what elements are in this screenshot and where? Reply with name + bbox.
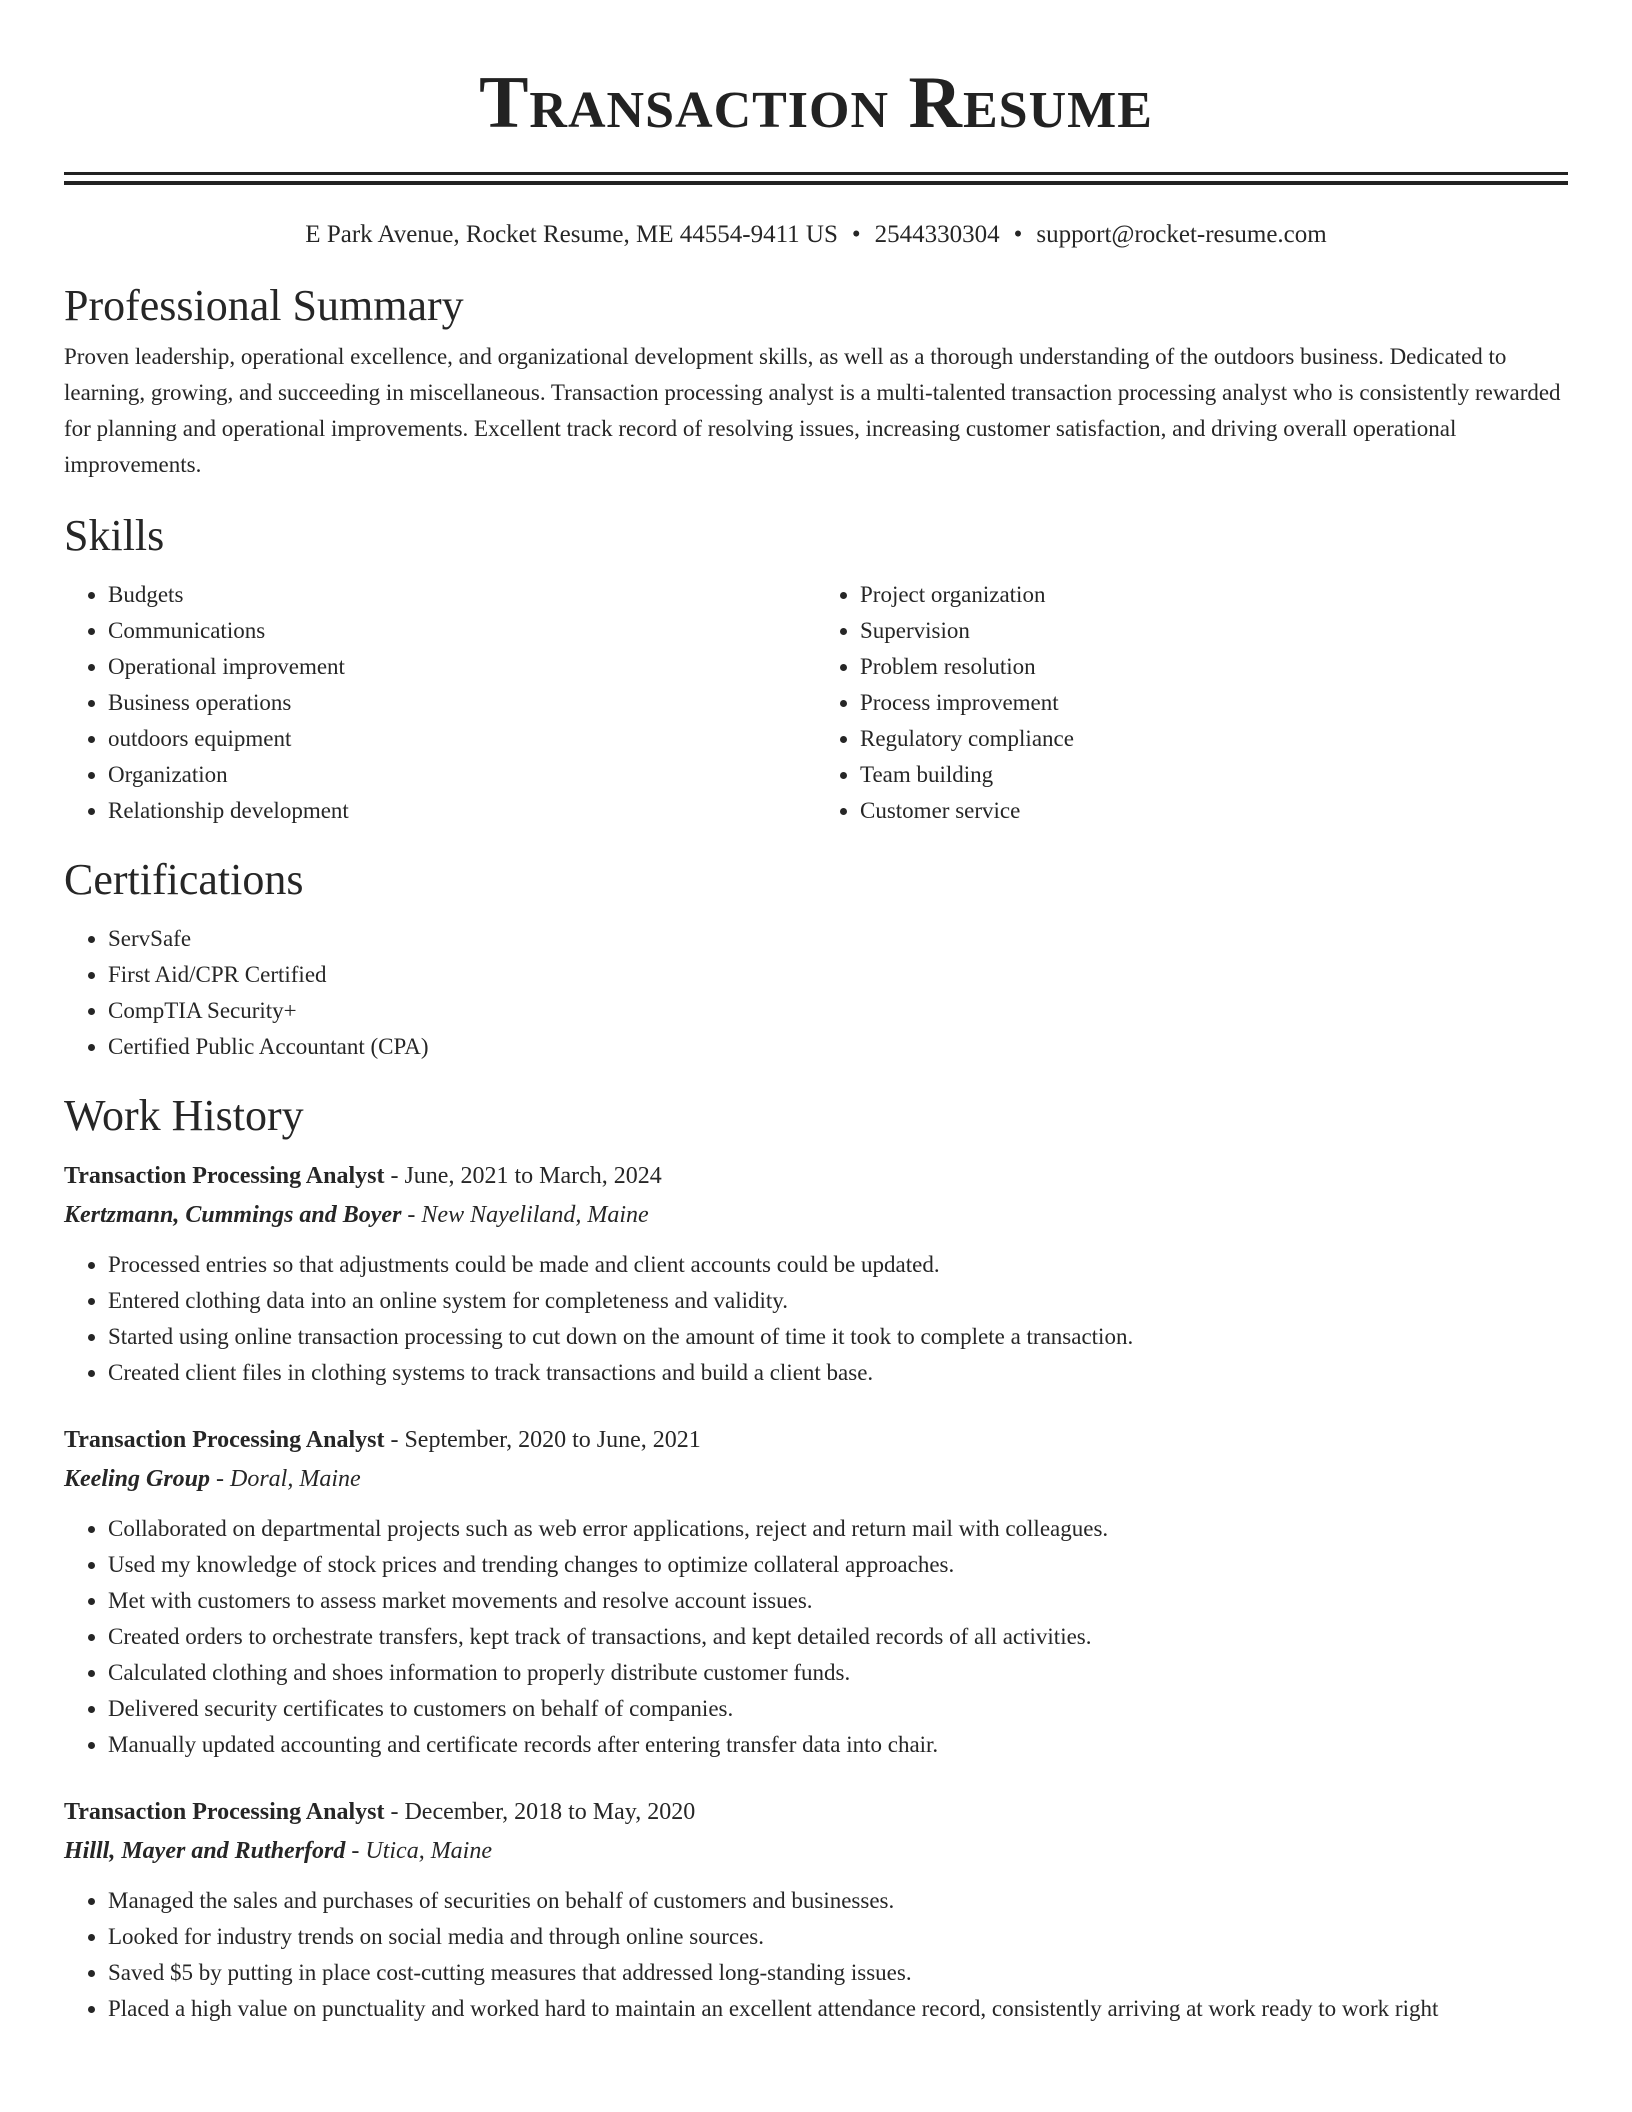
job-bullet: • Placed a high value on punctuality and worked hard to maintain an excellent attendance record, consistently arriving at work ready to work right (108, 1991, 1568, 2027)
job-bullet: • Entered clothing data into an online system for completeness and validity. (108, 1283, 1568, 1319)
skill-item: • Communications (108, 613, 816, 649)
job-bullet: • Used my knowledge of stock prices and trending changes to optimize collateral approaches. (108, 1547, 1568, 1583)
summary-section (64, 279, 1568, 483)
job-dates: - September, 2020 to June, 2021 (384, 1427, 701, 1453)
job-location: - Doral, Maine (210, 1466, 361, 1492)
contact-line (64, 219, 1568, 251)
job-bullet: • Created client files in clothing systems to track transactions and build a client base. (108, 1355, 1568, 1391)
job-company: Hilll, Mayer and Rutherford (64, 1838, 346, 1864)
job-bullet: • Manually updated accounting and certificate records after entering transfer data into chair. (108, 1727, 1568, 1763)
skill-item: • Regulatory compliance (860, 721, 1568, 757)
job-bullet: • Created orders to orchestrate transfers, kept track of transactions, and kept detailed records of all activities. (108, 1619, 1568, 1655)
skill-item: • Problem resolution (860, 649, 1568, 685)
skill-item: • Team building (860, 757, 1568, 793)
contact-email: support@rocket-resume.com (1036, 221, 1327, 248)
skills-columns (64, 577, 1568, 829)
job-bullet: • Delivered security certificates to customers on behalf of companies. (108, 1691, 1568, 1727)
skills-list-left (64, 577, 816, 829)
skill-item: • Supervision (860, 613, 1568, 649)
title-divider (64, 172, 1568, 185)
work-history-heading: Work History (64, 1091, 304, 1140)
job-title: Transaction Processing Analyst (64, 1427, 385, 1453)
job-title-line (64, 1793, 1568, 1831)
job-entry (64, 1157, 1568, 1391)
skill-item: • Operational improvement (108, 649, 816, 685)
skills-section (64, 509, 1568, 829)
summary-text: Proven leadership, operational excellence, and organizational development skills, as well as a thorough understanding of the outdoors business. Dedicated to learning, growing, and succeeding in miscellaneous. Transaction processing analyst is a multi-talented transaction processing analyst who is consistently rewarded for planning and operational improvements. Excellent track record of resolving issues, increasing customer satisfaction, and driving overall operational improvements. (64, 344, 1561, 477)
job-entry (64, 1793, 1568, 2027)
job-bullet: • Met with customers to assess market movements and resolve account issues. (108, 1583, 1568, 1619)
job-bullet: • Processed entries so that adjustments could be made and client accounts could be updated. (108, 1247, 1568, 1283)
job-company: Keeling Group (64, 1466, 211, 1492)
job-bullets (64, 1247, 1568, 1391)
job-company-line (64, 1831, 1568, 1871)
job-location: - Utica, Maine (345, 1838, 492, 1864)
job-title: Transaction Processing Analyst (64, 1163, 385, 1189)
skill-item: • Relationship development (108, 793, 816, 829)
certification-item: • Certified Public Accountant (CPA) (108, 1029, 1568, 1065)
skill-item: • Project organization (860, 577, 1568, 613)
contact-address: E Park Avenue, Rocket Resume, ME 44554-9411 US (305, 221, 838, 248)
certification-item: • First Aid/CPR Certified (108, 957, 1568, 993)
job-entry (64, 1421, 1568, 1763)
certification-item: • CompTIA Security+ (108, 993, 1568, 1029)
contact-separator: • (851, 221, 861, 248)
job-bullet: • Collaborated on departmental projects such as web error applications, reject and return mail with colleagues. (108, 1511, 1568, 1547)
skill-item: • Customer service (860, 793, 1568, 829)
skill-item: • Business operations (108, 685, 816, 721)
contact-phone: 2544330304 (874, 221, 1000, 248)
job-bullet: • Saved $5 by putting in place cost-cutting measures that addressed long-standing issues. (108, 1955, 1568, 1991)
contact-separator: • (1013, 221, 1023, 248)
job-title: Transaction Processing Analyst (64, 1799, 385, 1825)
skill-item: • outdoors equipment (108, 721, 816, 757)
job-title-line (64, 1421, 1568, 1459)
job-bullets (64, 1883, 1568, 2027)
job-bullet: • Started using online transaction processing to cut down on the amount of time it took to complete a transaction. (108, 1319, 1568, 1355)
job-title-line (64, 1157, 1568, 1195)
skill-item: • Process improvement (860, 685, 1568, 721)
job-bullet: • Calculated clothing and shoes information to properly distribute customer funds. (108, 1655, 1568, 1691)
certifications-section (64, 853, 1568, 1065)
skill-item: • Budgets (108, 577, 816, 613)
certifications-heading: Certifications (64, 855, 304, 904)
skill-item: • Organization (108, 757, 816, 793)
job-dates: - December, 2018 to May, 2020 (384, 1799, 696, 1825)
job-bullet: • Managed the sales and purchases of securities on behalf of customers and businesses. (108, 1883, 1568, 1919)
job-dates: - June, 2021 to March, 2024 (384, 1163, 662, 1189)
resume-title: Transaction Resume (479, 62, 1153, 144)
certifications-list (64, 921, 1568, 1065)
job-company-line (64, 1195, 1568, 1235)
job-company: Kertzmann, Cummings and Boyer (64, 1202, 402, 1228)
work-history-section (64, 1089, 1568, 2027)
certification-item: • ServSafe (108, 921, 1568, 957)
job-bullets (64, 1511, 1568, 1763)
job-company-line (64, 1459, 1568, 1499)
skills-heading: Skills (64, 511, 165, 560)
skills-list-right (816, 577, 1568, 829)
job-bullet: • Looked for industry trends on social media and through online sources. (108, 1919, 1568, 1955)
summary-heading: Professional Summary (64, 281, 464, 330)
job-location: - New Nayeliland, Maine (401, 1202, 649, 1228)
